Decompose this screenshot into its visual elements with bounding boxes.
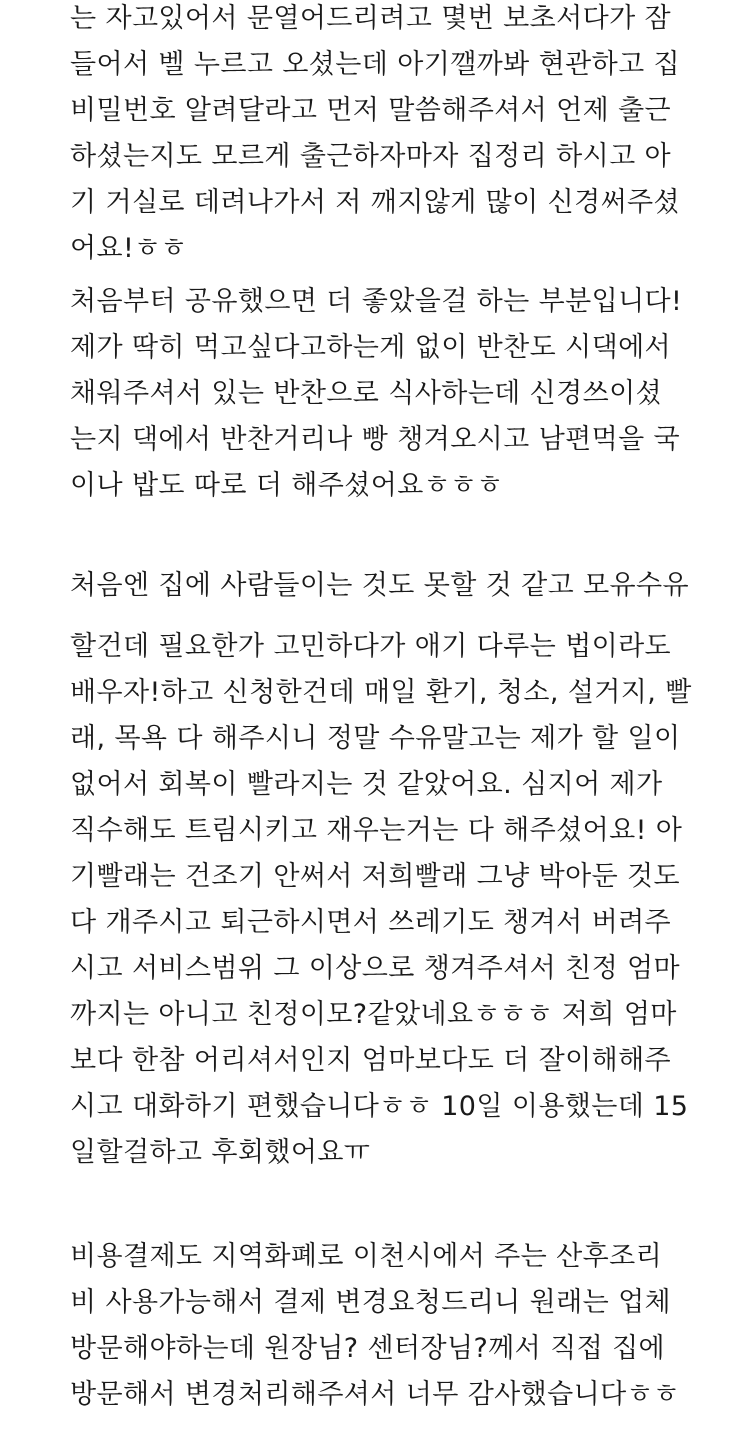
text-line: 기빨래는 건조기 안써서 저희빨래 그냥 박아둔 것도 xyxy=(70,861,681,892)
text-line: 까지는 아니고 친정이모?같았네요ㅎㅎㅎ 저희 엄마 xyxy=(70,999,677,1030)
text-line: 기 거실로 데려나가서 저 깨지않게 많이 신경써주셨 xyxy=(70,187,681,218)
text-line: 는 자고있어서 문열어드리려고 몇번 보초서다가 잠 xyxy=(70,3,672,34)
text-line: 비 사용가능해서 결제 변경요청드리니 원래는 업체 xyxy=(70,1287,672,1318)
text-line: 다 개주시고 퇴근하시면서 쓰레기도 챙겨서 버려주 xyxy=(70,907,672,938)
text-line: 제가 딱히 먹고싶다고하는게 없이 반찬도 시댁에서 xyxy=(70,332,672,363)
text-line: 보다 한참 어리셔서인지 엄마보다도 더 잘이해해주 xyxy=(70,1045,672,1076)
text-line: 없어서 회복이 빨라지는 것 같았어요. 심지어 제가 xyxy=(70,769,663,800)
text-line: 방문해야하는데 원장님? 센터장님?께서 직접 집에 xyxy=(70,1333,666,1364)
text-line: 는지 댁에서 반찬거리나 빵 챙겨오시고 남편먹을 국 xyxy=(70,424,681,455)
text-line: 할건데 필요한가 고민하다가 애기 다루는 법이라도 xyxy=(70,631,672,662)
text-line: 처음부터 공유했으면 더 좋았을걸 하는 부분입니다! xyxy=(70,286,683,317)
text-line: 하셨는지도 모르게 출근하자마자 집정리 하시고 아 xyxy=(70,141,672,172)
text-line: 처음엔 집에 사람들이는 것도 못할 것 같고 모유수유 xyxy=(70,570,689,601)
text-line: 들어서 벨 누르고 오셨는데 아기깰까봐 현관하고 집 xyxy=(70,49,681,80)
text-line: 시고 대화하기 편했습니다ㅎㅎ 10일 이용했는데 15 xyxy=(70,1091,689,1122)
text-line: 어요!ㅎㅎ xyxy=(70,233,188,264)
text-line: 시고 서비스범위 그 이상으로 챙겨주셔서 친정 엄마 xyxy=(70,953,681,984)
text-line: 래, 목욕 다 해주시니 정말 수유말고는 제가 할 일이 xyxy=(70,723,681,754)
text-line: 방문해서 변경처리해주셔서 너무 감사했습니다ㅎㅎ xyxy=(70,1379,680,1410)
text-line: 채워주셔서 있는 반찬으로 식사하는데 신경쓰이셨 xyxy=(70,378,663,409)
text-line: 이나 밥도 따로 더 해주셨어요ㅎㅎㅎ xyxy=(70,470,504,501)
text-line: 비밀번호 알려달라고 먼저 말씀해주셔서 언제 출근 xyxy=(70,95,672,126)
text-line: 직수해도 트림시키고 재우는거는 다 해주셨어요! 아 xyxy=(70,815,683,846)
text-line: 일할걸하고 후회했어요ㅠ xyxy=(70,1137,371,1168)
text-line: 배우자!하고 신청한건데 매일 환기, 청소, 설거지, 빨 xyxy=(70,677,692,708)
text-line: 비용결제도 지역화폐로 이천시에서 주는 산후조리 xyxy=(70,1241,663,1272)
